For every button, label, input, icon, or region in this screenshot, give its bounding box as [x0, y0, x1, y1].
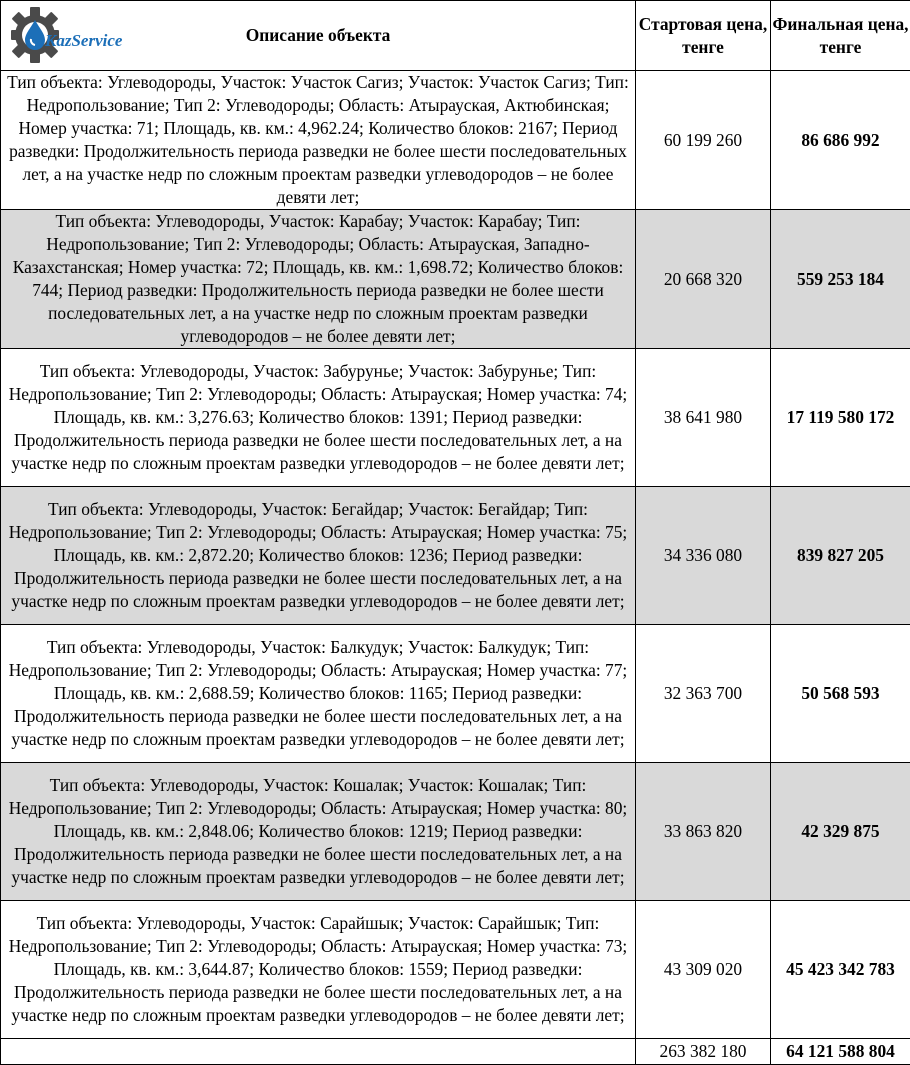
- final-price-cell: 839 827 205: [771, 487, 910, 625]
- header-start-price: Стартовая цена, тенге: [636, 1, 771, 71]
- description-cell: Тип объекта: Углеводороды, Участок: Карабау; Участок: Карабау; Тип: Недропользование; Тип 2: Углеводороды; Область: Атырауская, Западно-Казахстанская; Номер участка: 72; Площадь, кв. км.: 1,698.72; Количество блоков: 744; Период разведки: Продолжительность периода разведки не более шести последовательных лет, а на участке недр по сложным проектам разведки углеводородов – не более девяти лет;: [1, 210, 636, 349]
- start-price-cell: 34 336 080: [636, 487, 771, 625]
- kazservice-logo: [7, 5, 129, 65]
- table-row: [1, 625, 910, 763]
- description-cell: Тип объекта: Углеводороды, Участок: Кошалак; Участок: Кошалак; Тип: Недропользование; Тип 2: Углеводороды; Область: Атырауская; Номер участка: 80; Площадь, кв. км.: 2,848.06; Количество блоков: 1219; Период разведки: Продолжительность периода разведки не более шести последовательных лет, а на участке недр по сложным проектам разведки углеводородов – не более девяти лет;: [1, 763, 636, 901]
- final-price-cell: 45 423 342 783: [771, 901, 910, 1039]
- table-row: [1, 210, 910, 349]
- final-price-cell: 17 119 580 172: [771, 349, 910, 487]
- totals-row: [1, 1039, 910, 1065]
- description-cell: Тип объекта: Углеводороды, Участок: Сарайшык; Участок: Сарайшык; Тип: Недропользование; Тип 2: Углеводороды; Область: Атырауская; Номер участка: 73; Площадь, кв. км.: 3,644.87; Количество блоков: 1559; Период разведки: Продолжительность периода разведки не более шести последовательных лет, а на участке недр по сложным проектам разведки углеводородов – не более девяти лет;: [1, 901, 636, 1039]
- table-row: [1, 349, 910, 487]
- totals-empty-cell: [1, 1039, 636, 1065]
- description-cell: Тип объекта: Углеводороды, Участок: Балкудук; Участок: Балкудук; Тип: Недропользование; Тип 2: Углеводороды; Область: Атырауская; Номер участка: 77; Площадь, кв. км.: 2,688.59; Количество блоков: 1165; Период разведки: Продолжительность периода разведки не более шести последовательных лет, а на участке недр по сложным проектам разведки углеводородов – не более девяти лет;: [1, 625, 636, 763]
- total-final-price: 64 121 588 804: [771, 1039, 910, 1065]
- table-row: [1, 901, 910, 1039]
- header-description-label: Описание объекта: [246, 25, 391, 45]
- final-price-cell: 50 568 593: [771, 625, 910, 763]
- header-final-price: Финальная цена, тенге: [771, 1, 910, 71]
- description-cell: Тип объекта: Углеводороды, Участок: Бегайдар; Участок: Бегайдар; Тип: Недропользование; Тип 2: Углеводороды; Область: Атырауская; Номер участка: 75; Площадь, кв. км.: 2,872.20; Количество блоков: 1236; Период разведки: Продолжительность периода разведки не более шести последовательных лет, а на участке недр по сложным проектам разведки углеводородов – не более девяти лет;: [1, 487, 636, 625]
- start-price-cell: 60 199 260: [636, 71, 771, 210]
- header-row: [1, 1, 910, 71]
- header-description: [1, 1, 636, 71]
- description-cell: Тип объекта: Углеводороды, Участок: Участок Сагиз; Участок: Участок Сагиз; Тип: Недропользование; Тип 2: Углеводороды; Область: Атырауская, Актюбинская; Номер участка: 71; Площадь, кв. км.: 4,962.24; Количество блоков: 2167; Период разведки: Продолжительность периода разведки не более шести последовательных лет, а на участке недр по сложным проектам разведки углеводородов – не более девяти лет;: [1, 71, 636, 210]
- start-price-cell: 38 641 980: [636, 349, 771, 487]
- logo-text: KazService: [44, 31, 123, 50]
- description-cell: Тип объекта: Углеводороды, Участок: Забурунье; Участок: Забурунье; Тип: Недропользование; Тип 2: Углеводороды; Область: Атырауская; Номер участка: 74; Площадь, кв. км.: 3,276.63; Количество блоков: 1391; Период разведки: Продолжительность периода разведки не более шести последовательных лет, а на участке недр по сложным проектам разведки углеводородов – не более девяти лет;: [1, 349, 636, 487]
- final-price-cell: 86 686 992: [771, 71, 910, 210]
- table-row: [1, 763, 910, 901]
- start-price-cell: 20 668 320: [636, 210, 771, 349]
- final-price-cell: 42 329 875: [771, 763, 910, 901]
- table-row: [1, 487, 910, 625]
- start-price-cell: 32 363 700: [636, 625, 771, 763]
- final-price-cell: 559 253 184: [771, 210, 910, 349]
- total-start-price: 263 382 180: [636, 1039, 771, 1065]
- start-price-cell: 33 863 820: [636, 763, 771, 901]
- table-row: [1, 71, 910, 210]
- start-price-cell: 43 309 020: [636, 901, 771, 1039]
